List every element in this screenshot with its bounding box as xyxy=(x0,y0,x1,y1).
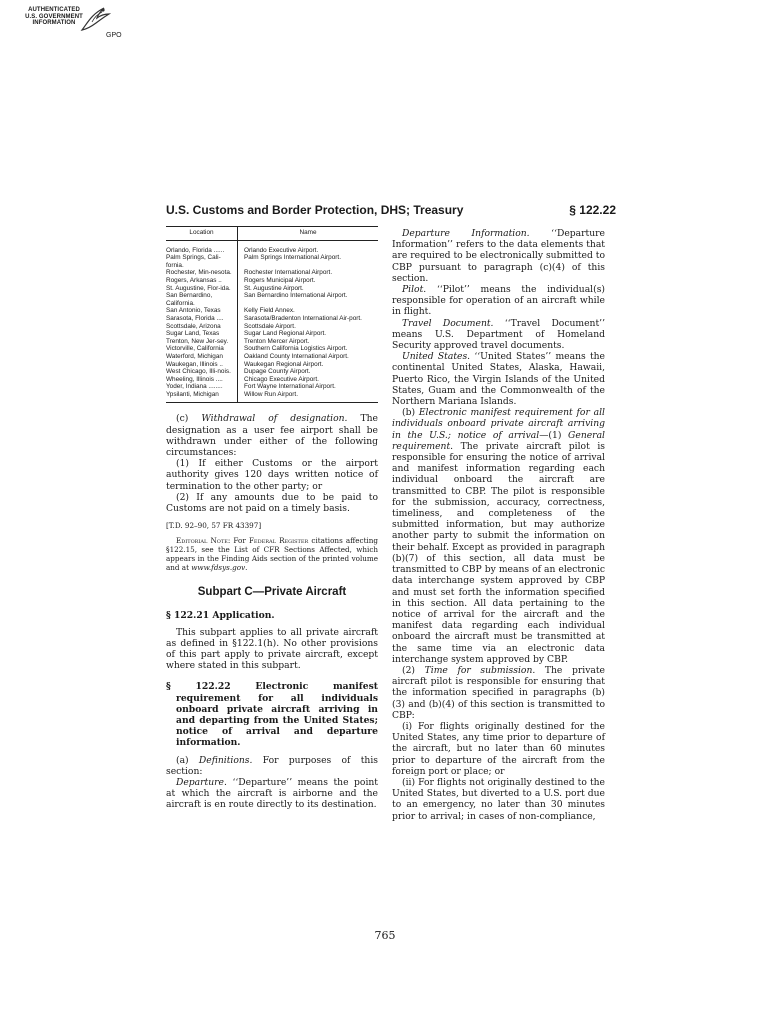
cell-airport-name: Waukegan Regional Airport. xyxy=(244,360,324,368)
definition-text: ‘‘Pilot’’ means the individual(s) responsible for operation of an aircraft while in flight. xyxy=(392,284,605,318)
left-column xyxy=(166,226,378,811)
table-row xyxy=(166,292,378,307)
cell-location: Ypsilanti, Michigan xyxy=(166,391,238,403)
table-row xyxy=(166,383,378,391)
definition-term: Departure Information. xyxy=(402,228,530,239)
paragraph-b2-ii: (ii) For flights not originally destined to the United States, but diverted to a U.S. port due to an emergency, no later than 30 minutes prior to arrival; in cases of non-compliance, xyxy=(392,776,605,822)
table-row xyxy=(166,269,378,277)
cell-location: West Chicago, Illi-nois. xyxy=(166,368,238,376)
gpo-authentication-logo xyxy=(22,4,142,46)
definition-united-states xyxy=(392,351,605,407)
table-row xyxy=(166,254,378,269)
gpo-logo-text xyxy=(22,7,86,27)
section-122-21-heading: § 122.21 Application. xyxy=(166,610,275,622)
cell-location: Wheeling, Illinois .... xyxy=(166,376,238,384)
paragraph-c2: (2) If any amounts due to be paid to Customs are not paid on a timely basis. xyxy=(166,491,378,515)
paragraph-b-electronic-manifest xyxy=(392,407,605,665)
cell-airport-name: San Bernardino International Airport. xyxy=(244,292,348,300)
table-row xyxy=(166,353,378,361)
cell-location: Waterford, Michigan xyxy=(166,353,238,361)
cell-airport-name: Rogers Municipal Airport. xyxy=(244,276,316,284)
page-number: 765 xyxy=(374,929,396,942)
cell-airport-name: Southern California Logistics Airport. xyxy=(244,345,348,353)
cell-location: Sugar Land, Texas xyxy=(166,330,238,338)
paragraph-label: (c) xyxy=(176,413,202,425)
definition-departure xyxy=(166,777,378,811)
table-row xyxy=(166,307,378,315)
table-row xyxy=(166,391,378,403)
cell-airport-name: Kelly Field Annex. xyxy=(244,307,295,315)
federal-register-label: Federal Register xyxy=(248,535,309,545)
subpart-heading: Subpart C—Private Aircraft xyxy=(197,586,347,599)
definition-text: ‘‘Departure’’ means the point at which the aircraft is airborne and the aircraft is en route directly to its destination. xyxy=(166,776,378,811)
editorial-note-end: . xyxy=(245,563,248,573)
table-row xyxy=(166,361,378,369)
running-head-title: U.S. Customs and Border Protection, DHS; Treasury xyxy=(166,203,464,217)
cell-airport-name: Trenton Mercer Airport. xyxy=(244,337,310,345)
cell-location: San Bernardino, California. xyxy=(166,292,238,307)
paragraph-title: Definitions. xyxy=(198,754,253,766)
cell-airport-name: Scottsdale Airport. xyxy=(244,322,296,330)
cell-airport-name: St. Augustine Airport. xyxy=(244,284,304,292)
definition-travel-document xyxy=(392,318,605,352)
column-header-location: Location xyxy=(166,227,238,241)
section-122-21-text: This subpart applies to all private aircraft as defined in §122.1(h). No other provisions of this part apply to private aircraft, except where stated in this subpart. xyxy=(166,626,378,672)
cell-location: Orlando, Florida ...... xyxy=(166,240,238,254)
cell-airport-name: Dupage County Airport. xyxy=(244,368,311,376)
logo-line-2: U.S. GOVERNMENT xyxy=(25,13,83,20)
cell-location: Sarasota, Florida .... xyxy=(166,315,238,323)
table-row xyxy=(166,368,378,376)
paragraph-text: The designation as a user fee airport shall be withdrawn under either of the following circumstances: xyxy=(166,413,378,459)
cell-location: Yoder, Indiana ........ xyxy=(166,383,238,391)
cell-location: Rogers, Arkansas .. xyxy=(166,277,238,285)
cell-airport-name: Sarasota/Bradenton International Air-port. xyxy=(244,314,362,322)
paragraph-label: (a) xyxy=(176,754,199,766)
paragraph-c1: (1) If either Customs or the airport authority gives 120 days written notice of termination to the other party; or xyxy=(166,458,378,492)
paragraph-title: Time for submission. xyxy=(424,664,536,676)
cell-location: Victorville, California xyxy=(166,345,238,353)
table-row xyxy=(166,285,378,293)
definition-term: United States. xyxy=(402,351,471,363)
logo-line-1: AUTHENTICATED xyxy=(28,7,80,13)
cell-airport-name: Willow Run Airport. xyxy=(238,391,379,403)
table-row xyxy=(166,277,378,285)
definition-term: Pilot. xyxy=(402,284,427,296)
citation: [T.D. 92–90, 57 FR 43397] xyxy=(166,521,262,531)
table-row xyxy=(166,345,378,353)
cell-location: Trenton, New Jer-sey. xyxy=(166,338,238,346)
cell-airport-name: Fort Wayne International Airport. xyxy=(244,383,336,391)
cell-airport-name: Sugar Land Regional Airport. xyxy=(244,330,327,338)
cell-location: Scottsdale, Arizona xyxy=(166,323,238,331)
table-row xyxy=(166,330,378,338)
definition-pilot xyxy=(392,284,605,318)
paragraph-text: For purposes of this section: xyxy=(166,754,378,777)
editorial-note-text: For xyxy=(230,535,249,545)
table-row xyxy=(166,323,378,331)
table-row xyxy=(166,240,378,254)
paragraph-text: The private aircraft pilot is responsible for ensuring that the information specified in paragraphs (b)(3) and (b)(4) of this section is transmitted to CBP: xyxy=(392,664,605,721)
cell-location: Rochester, Min-nesota. xyxy=(166,269,238,277)
logo-line-3: INFORMATION xyxy=(32,20,76,26)
paragraph-b2-i: (i) For flights originally destined for the United States, any time prior to departure of the aircraft, but no later than 60 minutes prior to departure of the aircraft from the foreign port or place; or xyxy=(392,720,605,777)
cell-location: San Antonio, Texas xyxy=(166,307,238,315)
definition-text: ‘‘Departure Information’’ refers to the data elements that are required to be electronically submitted to CBP pursuant to paragraph (c)(4) of this section. xyxy=(392,228,605,284)
paragraph-sublabel: —(1) xyxy=(539,429,569,441)
paragraph-title: Withdrawal of designation. xyxy=(201,413,348,425)
paragraph-a-definitions xyxy=(166,755,378,777)
eagle-icon xyxy=(78,4,112,34)
table-row xyxy=(166,376,378,384)
gpo-mark: GPO xyxy=(106,32,122,39)
table-row xyxy=(166,338,378,346)
paragraph-label: (2) xyxy=(402,664,425,676)
right-column xyxy=(392,228,605,822)
paragraph-label: (b) xyxy=(402,407,419,419)
running-head xyxy=(166,203,616,217)
definition-term: Travel Document. xyxy=(402,317,494,329)
editorial-note xyxy=(166,536,378,573)
running-head-section: § 122.22 xyxy=(569,203,616,217)
section-122-22-heading: § 122.22 Electronic manifest requirement for all individuals onboard private aircraft arriving in and departing from the United States; notice of arrival and departure information. xyxy=(166,681,378,749)
column-header-name: Name xyxy=(238,227,379,241)
fdsys-link[interactable]: www.fdsys.gov xyxy=(191,563,246,573)
paragraph-text: The private aircraft pilot is responsible for ensuring the notice of arrival and manifest information regarding each individual onboard the aircraft are transmitted to CBP. The pilot is responsible for the submission, accuracy, correctness, timeliness, and completeness of the submitted information, but may authorize another party to submit the information on their behalf. Except as provided in paragraph (b)(7) of this section, all data must be transmitted to CBP by means of an electronic data interchange system approved by CBP and must set forth the information specified in this section. All data pertaining to the notice of arrival for the aircraft and the manifest data regarding each individual onboard the aircraft must be transmitted at the same time via an electronic data interchange system approved by CBP. xyxy=(392,440,605,665)
table-body xyxy=(166,240,378,403)
cell-location: Palm Springs, Cali-fornia. xyxy=(166,254,238,269)
definition-departure-information xyxy=(392,228,605,284)
cell-airport-name: Oakland County International Airport. xyxy=(244,352,349,360)
paragraph-title: Electronic manifest requirement for all individuals onboard private aircraft arriving in the U.S.; notice of arrival xyxy=(392,407,605,441)
definition-text: ‘‘Travel Document’’ means U.S. Department of Homeland Security approved travel documents. xyxy=(392,317,605,352)
cell-airport-name: Rochester International Airport. xyxy=(244,269,333,277)
subparagraph-title: General requirement. xyxy=(392,429,605,452)
cell-airport-name: Orlando Executive Airport. xyxy=(244,246,319,254)
editorial-note-label: Editorial Note: xyxy=(176,535,231,545)
definition-text: ‘‘United States’’ means the continental United States, Alaska, Hawaii, Puerto Rico, the Virgin Islands of the United States, Guam and the Commonwealth of the Northern Mariana Islands. xyxy=(392,351,605,408)
cell-location: Waukegan, Illinois .. xyxy=(166,361,238,369)
paragraph-c-withdrawal xyxy=(166,413,378,458)
cell-location: St. Augustine, Flor-ida. xyxy=(166,285,238,293)
editorial-note-text-2: citations affecting §122.15, see the List of CFR Sections Affected, which appears in the Finding Aids section of the printed volume and at xyxy=(166,535,378,573)
table-row xyxy=(166,315,378,323)
cell-airport-name: Chicago Executive Airport. xyxy=(244,375,319,383)
definition-term: Departure. xyxy=(176,776,227,788)
cell-airport-name: Palm Springs International Airport. xyxy=(244,254,341,262)
paragraph-b2-time-for-submission xyxy=(392,665,605,721)
user-fee-airports-table xyxy=(166,226,378,403)
